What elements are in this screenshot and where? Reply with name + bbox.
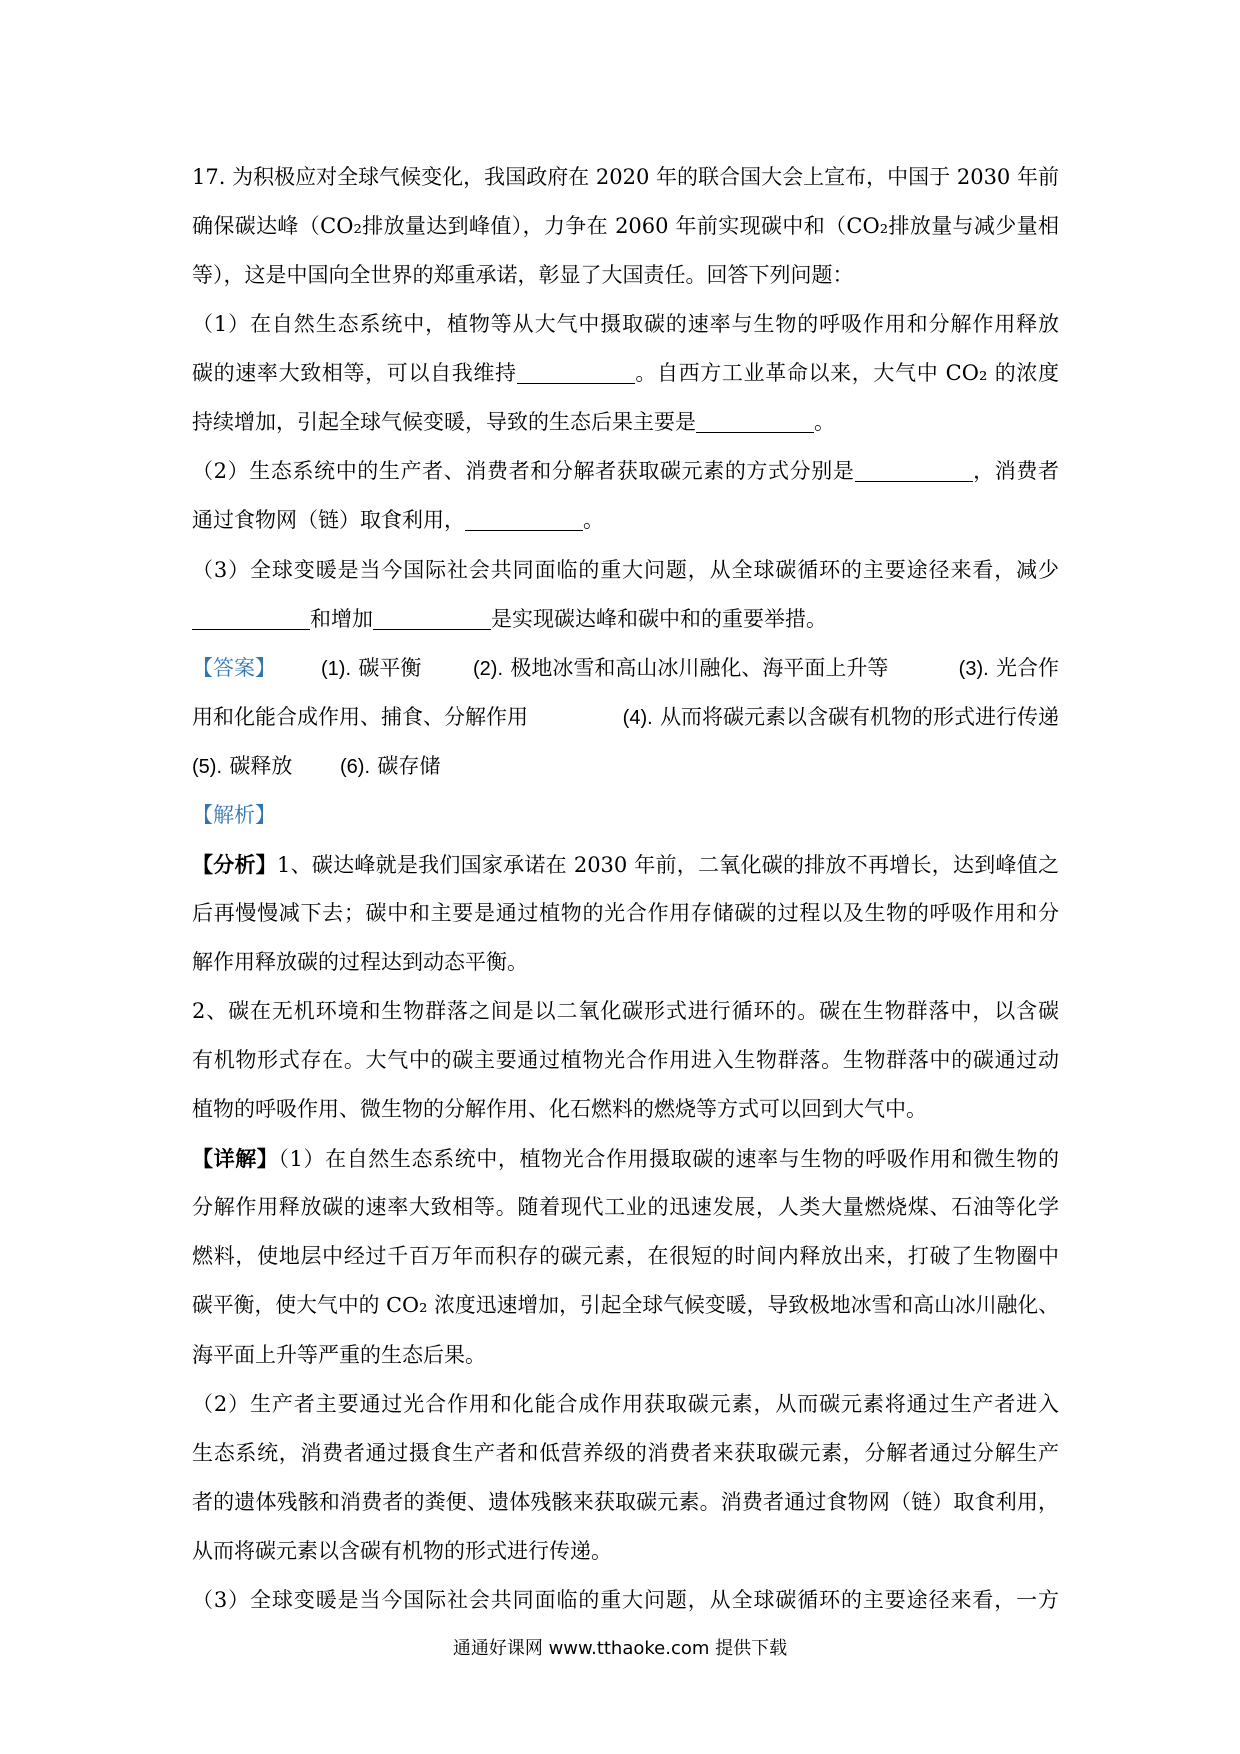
sub-question-2-line <box>192 447 1059 496</box>
sub-question-1-line <box>192 349 1059 398</box>
answer-item-number: (2). <box>473 657 503 680</box>
answer-item-number: (5). <box>192 755 222 778</box>
answer-line <box>192 644 1059 693</box>
answer-item <box>192 742 292 791</box>
answer-item <box>321 644 421 693</box>
answer-item-text: 光合作 <box>996 655 1059 680</box>
detail-paragraph-line: 者的遗体残骸和消费者的粪便、遗体残骸来获取碳元素。消费者通过食物网（链）取食利用， <box>192 1489 1059 1514</box>
sub-question-text: ，消费者 <box>972 459 1059 484</box>
sub-question-3-line <box>192 595 1059 644</box>
page-body <box>192 153 1059 1625</box>
sub-question-text: 持续增加，引起全球气候变暖，导致的生态后果主要是 <box>192 410 696 435</box>
answer-item-text: 极地冰雪和高山冰川融化、海平面上升等 <box>510 655 889 680</box>
answer-line <box>192 742 1059 791</box>
detail-paragraph-line: 碳平衡，使大气中的 CO₂ 浓度迅速增加，引起全球气候变暖，导致极地冰雪和高山冰川融化、 <box>192 1293 1059 1318</box>
answer-item-text: 用和化能合成作用、捕食、分解作用 <box>192 704 528 729</box>
answer-item <box>340 742 440 791</box>
detail-text: （1）在自然生态系统中，植物光合作用摄取碳的速率与生物的呼吸作用和微生物的 <box>278 1147 1059 1172</box>
detail-section-label: 【详解】 <box>192 1146 279 1172</box>
analysis-paragraph-line: 植物的呼吸作用、微生物的分解作用、化石燃料的燃烧等方式可以回到大气中。 <box>192 1097 927 1122</box>
sub-question-text: 。 <box>583 508 604 533</box>
sub-question-1-line: （1）在自然生态系统中，植物等从大气中摄取碳的速率与生物的呼吸作用和分解作用释放 <box>192 312 1059 337</box>
detail-paragraph-line: 分解作用释放碳的速率大致相等。随着现代工业的迅速发展，人类大量燃烧煤、石油等化学 <box>192 1195 1059 1220</box>
answer-item <box>473 644 888 693</box>
analysis-text: 1、碳达峰就是我们国家承诺在 2030 年前，二氧化碳的排放不再增长，达到峰值之 <box>277 852 1059 877</box>
sub-question-text: 。 <box>814 410 835 435</box>
answer-item-number: (3). <box>958 657 989 680</box>
detail-paragraph-line: 燃料，使地层中经过千百万年而积存的碳元素，在很短的时间内释放出来，打破了生物圈中 <box>192 1244 1059 1269</box>
page-footer: 通通好课网 www.tthaoke.com 提供下载 <box>452 1638 788 1659</box>
sub-question-3-line: （3）全球变暖是当今国际社会共同面临的重大问题，从全球碳循环的主要途径来看，减少 <box>192 557 1059 582</box>
answer-line <box>192 693 1059 742</box>
detail-paragraph-line: （3）全球变暖是当今国际社会共同面临的重大问题，从全球碳循环的主要途径来看，一方 <box>192 1587 1059 1612</box>
answer-item-number: (4). <box>622 706 653 729</box>
sub-question-text: 碳的速率大致相等，可以自我维持 <box>192 361 517 386</box>
question-stem-line: 17. 为积极应对全球气候变化，我国政府在 2020 年的联合国大会上宣布，中国于 2030 年前 <box>192 165 1059 189</box>
sub-question-text: 是实现碳达峰和碳中和的重要举措。 <box>491 606 827 631</box>
answer-blank <box>855 463 973 482</box>
answer-item-number: (1). <box>321 657 351 680</box>
answer-blank <box>192 611 310 630</box>
answer-blank <box>517 365 635 384</box>
sub-question-2-line <box>192 496 1059 545</box>
sub-question-text: （2）生态系统中的生产者、消费者和分解者获取碳元素的方式分别是 <box>192 459 855 484</box>
detail-paragraph-line: （2）生产者主要通过光合作用和化能合成作用获取碳元素，从而碳元素将通过生产者进入 <box>192 1391 1059 1416</box>
answer-item-text: 碳平衡 <box>358 655 422 680</box>
answer-item-number: (6). <box>340 755 370 778</box>
sub-question-text: 。自西方工业革命以来，大气中 CO₂ 的浓度 <box>634 361 1059 386</box>
answer-item <box>959 644 1059 693</box>
detail-paragraph-line: 从而将碳元素以含碳有机物的形式进行传递。 <box>192 1538 612 1563</box>
analysis-paragraph-line <box>192 840 1059 889</box>
answer-blank <box>696 414 814 433</box>
answer-blank <box>465 512 583 531</box>
answer-item-text: 碳存储 <box>377 753 441 778</box>
answer-item-text: 从而将碳元素以含碳有机物的形式进行传递 <box>660 704 1059 729</box>
question-stem-line: 确保碳达峰（CO₂排放量达到峰值），力争在 2060 年前实现碳中和（CO₂排放量与减少量相 <box>192 214 1059 239</box>
analysis-paragraph-line: 有机物形式存在。大气中的碳主要通过植物光合作用进入生物群落。生物群落中的碳通过动 <box>192 1048 1059 1073</box>
analysis-paragraph-line: 解作用释放碳的过程达到动态平衡。 <box>192 950 528 974</box>
sub-question-1-line <box>192 398 1059 447</box>
detail-paragraph-line: 海平面上升等严重的生态后果。 <box>192 1342 486 1367</box>
question-stem-line: 等），这是中国向全世界的郑重承诺，彰显了大国责任。回答下列问题： <box>192 263 854 288</box>
analysis-paragraph-line: 2、碳在无机环境和生物群落之间是以二氧化碳形式进行循环的。碳在生物群落中，以含碳 <box>192 999 1059 1024</box>
detail-paragraph-line <box>192 1134 1059 1183</box>
analysis-heading <box>192 791 1059 840</box>
answer-item <box>623 693 1059 742</box>
sub-question-text: 通过食物网（链）取食利用， <box>192 508 465 533</box>
analysis-label: 【解析】 <box>192 802 276 827</box>
answer-blank <box>373 611 491 630</box>
detail-paragraph-line: 生态系统，消费者通过摄食生产者和低营养级的消费者来获取碳元素，分解者通过分解生产 <box>192 1440 1059 1465</box>
answer-label: 【答案】 <box>192 655 276 680</box>
sub-question-text: 和增加 <box>310 606 373 631</box>
analysis-section-label: 【分析】 <box>192 851 278 877</box>
analysis-paragraph-line: 后再慢慢减下去；碳中和主要是通过植物的光合作用存储碳的过程以及生物的呼吸作用和分 <box>192 900 1059 925</box>
answer-item-text: 碳释放 <box>229 753 293 778</box>
